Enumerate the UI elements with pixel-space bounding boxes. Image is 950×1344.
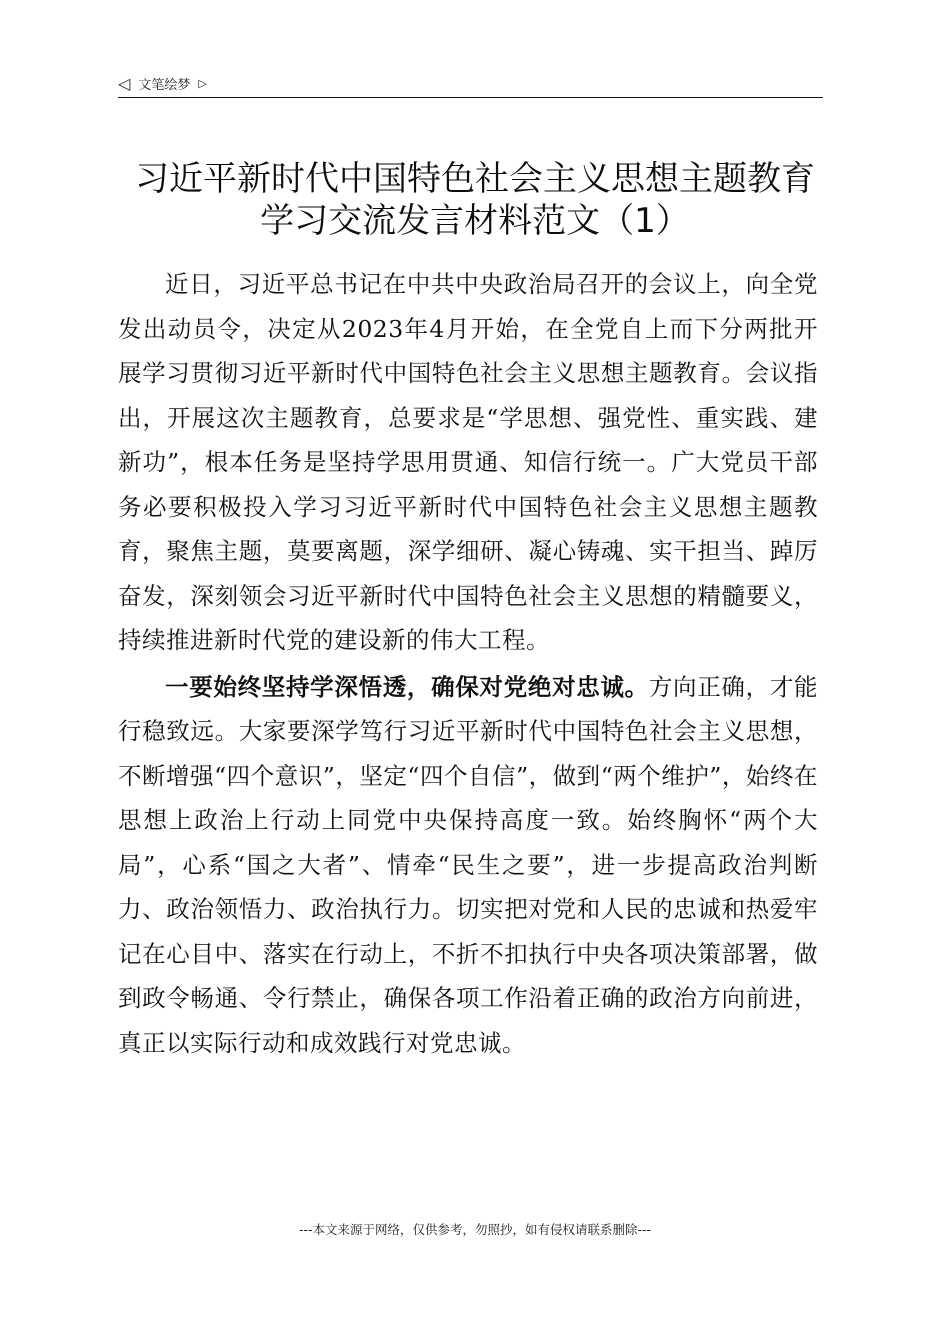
paragraph-2-body: 方向正确，才能行稳致远。大家要深学笃行习近平新时代中国特色社会主义思想，不断增强“四个意识”，坚定“四个自信”，做到“两个维护”，始终在思想上政治上行动上同党中央保持高度一致。始终胸怀“两个大局”，心系“国之大者”、情牵“民生之要”，进一步提高政治判断力、政治领悟力、政治执行力。切实把对党和人民的忠诚和热爱牢记在心目中、落实在行动上，不折不扣执行中央各项决策部署，做到政令畅通、令行禁止，确保各项工作沿着正确的政治方向前进，真正以实际行动和成效践行对党忠诚。: [118, 672, 819, 1057]
paragraph-2: [118, 665, 818, 1066]
footer-disclaimer: ---本文来源于网络，仅供参考，勿照抄，如有侵权请联系删除---: [298, 1222, 652, 1237]
brand-name: 文笔绘梦: [138, 78, 191, 93]
title-line-2: 学习交流发言材料范文（1）: [260, 201, 690, 241]
header-divider: [118, 97, 823, 98]
paragraph-1: 近日，习近平总书记在中共中央政治局召开的会议上，向全党发出动员令，决定从2023年4月开始，在全党自上而下分两批开展学习贯彻习近平新时代中国特色社会主义思想主题教育。会议指出，开展这次主题教育，总要求是“学思想、强党性、重实践、建新功”，根本任务是坚持学思用贯通、知信行统一。广大党员干部务必要积极投入学习习近平新时代中国特色社会主义思想主题教育，聚焦主题，莫要离题，深学细研、凝心铸魂、实干担当、踔厉奋发，深刻领会习近平新时代中国特色社会主义思想的精髓要义，持续推进新时代党的建设新的伟大工程。: [118, 270, 818, 654]
page-header: [118, 74, 207, 93]
triangle-left-outline-icon: ◁: [118, 73, 131, 93]
document-title: [100, 158, 850, 242]
title-line-1: 习近平新时代中国特色社会主义思想主题教育: [135, 159, 815, 199]
triangle-right-small-icon: ▷: [198, 77, 207, 90]
paragraph-2-lead: 一要始终坚持学深悟透，确保对党绝对忠诚。: [165, 672, 649, 701]
document-body: [118, 262, 818, 1065]
